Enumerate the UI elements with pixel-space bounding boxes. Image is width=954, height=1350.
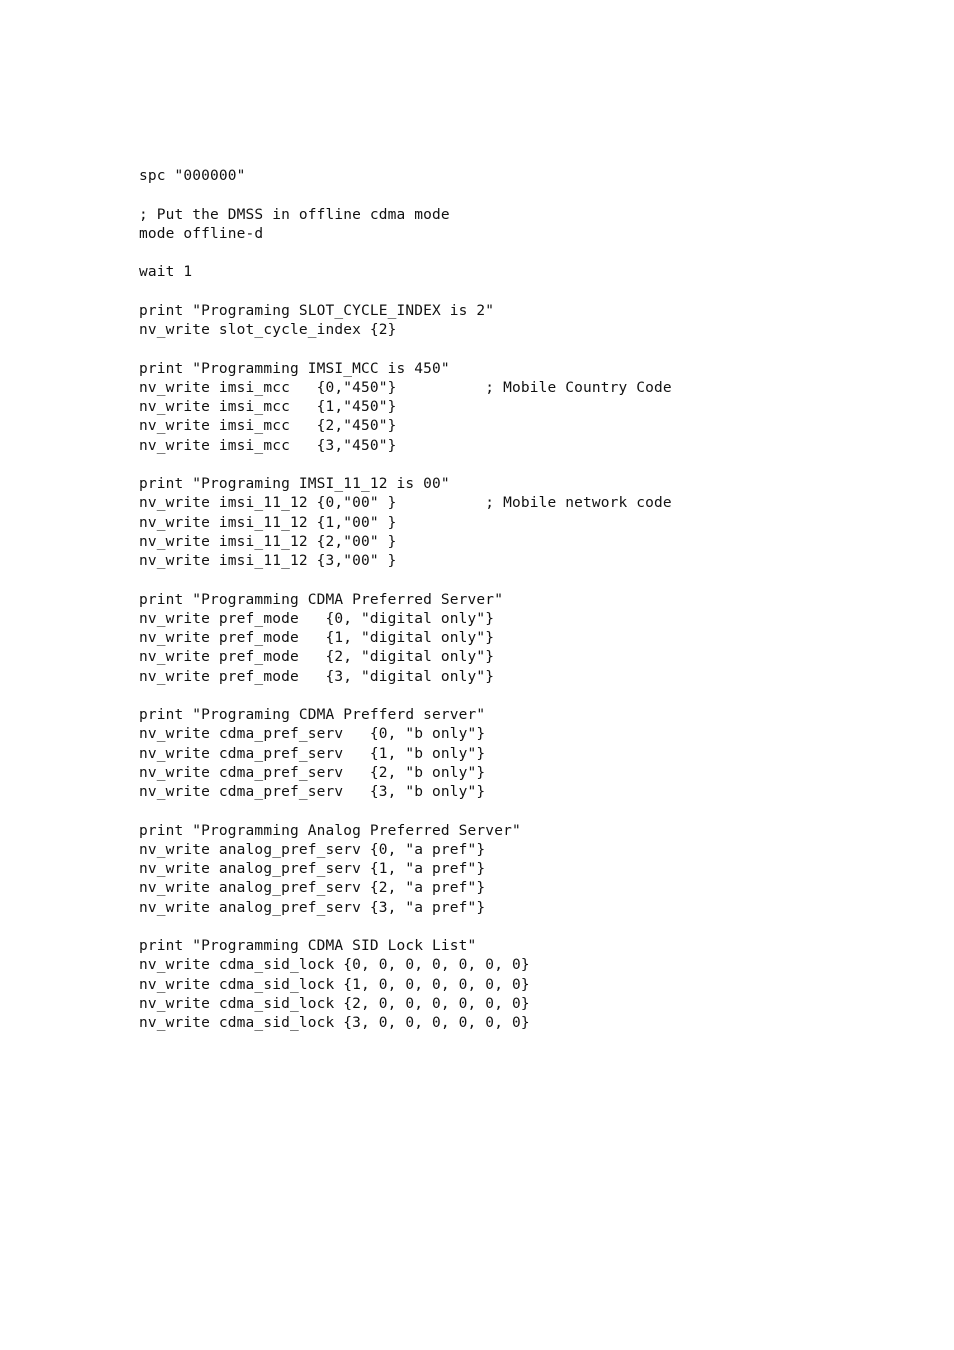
code-line: print "Programming CDMA Preferred Server"	[139, 591, 504, 608]
blank-line	[139, 244, 672, 263]
code-line: nv_write pref_mode {3, "digital only"}	[139, 668, 495, 685]
blank-line	[139, 918, 672, 937]
code-line: print "Programing IMSI_11_12 is 00"	[139, 476, 450, 492]
code-line: nv_write cdma_sid_lock {0, 0, 0, 0, 0, 0, 0}	[139, 957, 530, 974]
code-line: nv_write imsi_11_12 {3,"00" }	[139, 553, 397, 569]
blank-line	[139, 186, 672, 205]
code-line: ; Put the DMSS in offline cdma mode	[139, 206, 450, 223]
code-line: nv_write pref_mode {0, "digital only"}	[139, 610, 495, 627]
code-line: nv_write cdma_pref_serv {0, "b only"}	[139, 726, 486, 743]
blank-line	[139, 571, 672, 590]
blank-line	[139, 340, 672, 359]
code-line: nv_write imsi_mcc {3,"450"}	[139, 437, 397, 454]
code-line: print "Programming CDMA SID Lock List"	[139, 938, 477, 954]
blank-line	[139, 687, 672, 706]
code-line: nv_write imsi_11_12 {1,"00" }	[139, 514, 397, 531]
code-line: nv_write cdma_pref_serv {1, "b only"}	[139, 745, 486, 762]
code-line: nv_write cdma_sid_lock {1, 0, 0, 0, 0, 0, 0}	[139, 976, 530, 993]
code-line: nv_write analog_pref_serv {0, "a pref"}	[139, 841, 486, 858]
code-line: print "Programing SLOT_CYCLE_INDEX is 2"	[139, 302, 495, 319]
code-line: nv_write analog_pref_serv {3, "a pref"}	[139, 899, 486, 916]
code-line: print "Programing CDMA Prefferd server"	[139, 707, 486, 723]
code-line: mode offline-d	[139, 225, 264, 242]
code-line: nv_write imsi_mcc {0,"450"} ; Mobile Country Code	[139, 379, 672, 396]
code-line: nv_write imsi_11_12 {2,"00" }	[139, 533, 397, 550]
code-line: nv_write cdma_sid_lock {3, 0, 0, 0, 0, 0, 0}	[139, 1015, 530, 1031]
code-line: nv_write imsi_mcc {1,"450"}	[139, 399, 397, 415]
code-line: nv_write pref_mode {2, "digital only"}	[139, 649, 495, 666]
code-line: print "Programming IMSI_MCC is 450"	[139, 360, 450, 377]
code-line: nv_write imsi_mcc {2,"450"}	[139, 418, 397, 435]
code-line: print "Programming Analog Preferred Server"	[139, 822, 521, 839]
blank-line	[139, 456, 672, 475]
script-listing	[139, 167, 672, 1033]
code-line: spc "000000"	[139, 168, 246, 184]
code-line: nv_write cdma_pref_serv {2, "b only"}	[139, 764, 486, 781]
blank-line	[139, 802, 672, 821]
blank-line	[139, 283, 672, 302]
code-line: nv_write analog_pref_serv {1, "a pref"}	[139, 861, 486, 877]
code-line: nv_write slot_cycle_index {2}	[139, 322, 397, 338]
code-line: nv_write imsi_11_12 {0,"00" } ; Mobile network code	[139, 495, 672, 512]
code-line: nv_write cdma_sid_lock {2, 0, 0, 0, 0, 0, 0}	[139, 995, 530, 1012]
code-line: nv_write cdma_pref_serv {3, "b only"}	[139, 784, 486, 800]
code-line: nv_write pref_mode {1, "digital only"}	[139, 630, 495, 646]
code-line: nv_write analog_pref_serv {2, "a pref"}	[139, 880, 486, 897]
code-line: wait 1	[139, 264, 193, 281]
